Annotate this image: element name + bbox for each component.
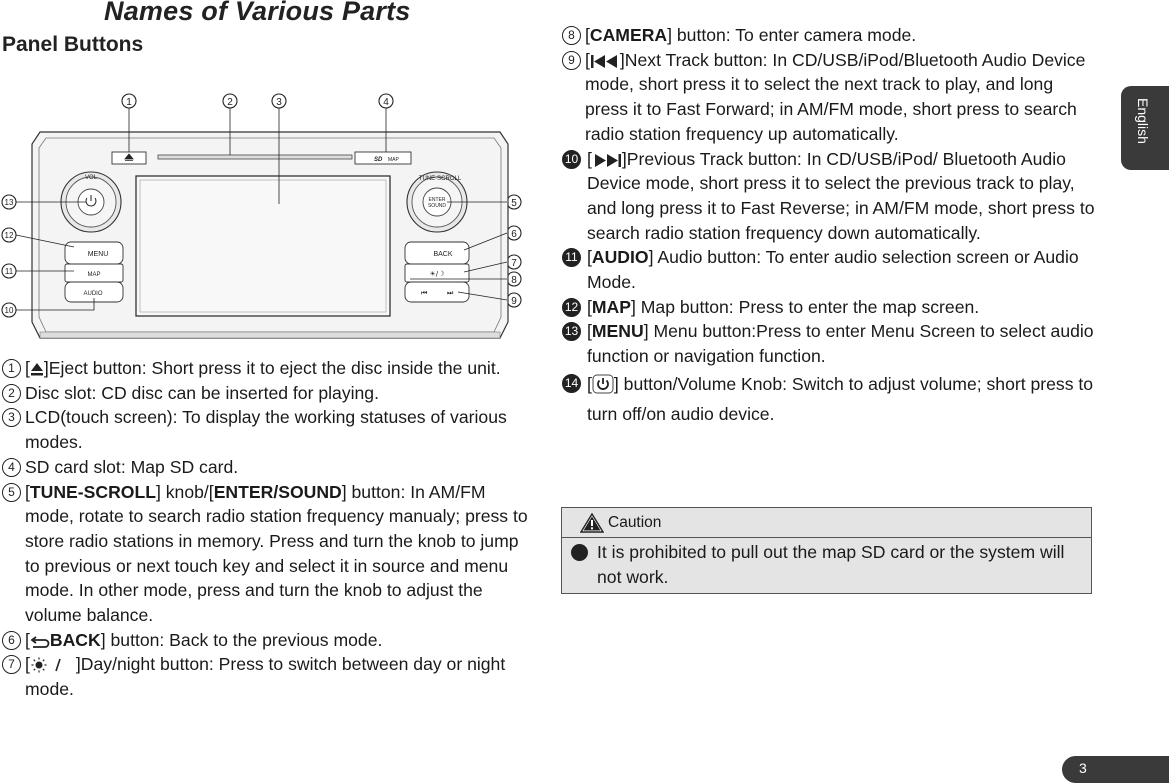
callout-10-label: 10 bbox=[4, 306, 14, 315]
svg-text:⏮: ⏮ bbox=[421, 289, 428, 297]
callout-13-label: 13 bbox=[4, 198, 14, 207]
item-number: 5 bbox=[2, 483, 21, 502]
list-item-1: 1 [ ]Eject button: Short press it to eject the disc inside the unit. bbox=[2, 356, 532, 381]
list-item-11: 11 [AUDIO] Audio button: To enter audio selection screen or Audio Mode. bbox=[562, 245, 1097, 294]
callout-6-label: 6 bbox=[511, 229, 517, 240]
list-item-7: 7 [ ]Day/night button: Press to switch between day or night mode. bbox=[2, 652, 532, 701]
list-item-5: 5 [TUNE-SCROLL] knob/[ENTER/SOUND] button: In AM/FM mode, rotate to search radio station frequency manualy; press to store radio stations in memory. Press and turn the knob to jump to previous or next touch key and select it in source and menu mode. In other mode, press and turn the knob to adjust the volume balance. bbox=[2, 480, 532, 628]
callout-5-label: 5 bbox=[511, 198, 517, 209]
item-number: 2 bbox=[2, 384, 21, 403]
item-number: 9 bbox=[562, 51, 581, 70]
language-tab[interactable] bbox=[1121, 86, 1169, 170]
callout-12-label: 12 bbox=[4, 231, 14, 240]
caution-box bbox=[561, 507, 1092, 594]
list-item-2: 2 Disc slot: CD disc can be inserted for playing. bbox=[2, 381, 532, 406]
item-number: 12 bbox=[562, 298, 581, 317]
callout-3-label: 3 bbox=[276, 97, 282, 108]
list-item-9: 9 [ ]Next Track button: In CD/USB/iPod/Bluetooth Audio Device mode, short press it to select the next track to play, and long press it to Fast Forward; in AM/FM mode, short press to search radio station frequency up automatically. bbox=[562, 48, 1097, 147]
item-number: 3 bbox=[2, 408, 21, 427]
caution-body bbox=[562, 538, 1091, 589]
item-number: 7 bbox=[2, 655, 21, 674]
svg-text:SD: SD bbox=[374, 157, 383, 163]
item-number: 13 bbox=[562, 322, 581, 341]
page-number: 3 bbox=[1079, 760, 1087, 776]
item-number: 1 bbox=[2, 359, 21, 378]
svg-text:ENTER: ENTER bbox=[428, 197, 446, 203]
item-number: 10 bbox=[562, 150, 581, 169]
list-item-13: 13 [MENU] Menu button:Press to enter Menu Screen to select audio function or navigation function. bbox=[562, 319, 1097, 368]
item-number: 11 bbox=[562, 248, 581, 267]
list-item-10: 10 [ ]Previous Track button: In CD/USB/iPod/ Bluetooth Audio Device mode, short press it to select the previous track to play, and long press it to Fast Reverse; in AM/FM mode, short press to search radio station frequency down automatically. bbox=[562, 147, 1097, 246]
caution-title: Caution bbox=[608, 514, 662, 531]
bullet-icon bbox=[571, 544, 588, 561]
lcd-screen-shape bbox=[136, 176, 390, 316]
item-number: 6 bbox=[2, 631, 21, 650]
callout-8-label: 8 bbox=[511, 275, 517, 286]
caution-header bbox=[562, 508, 1091, 538]
callout-4-label: 4 bbox=[383, 97, 389, 108]
callout-11-label: 11 bbox=[4, 267, 14, 276]
callout-1-label: 1 bbox=[126, 97, 132, 108]
power-icon bbox=[592, 374, 614, 394]
list-item-4: 4 SD card slot: Map SD card. bbox=[2, 455, 532, 480]
previous-track-icon bbox=[592, 153, 622, 168]
svg-text:SOUND: SOUND bbox=[427, 203, 447, 209]
item-number: 14 bbox=[562, 374, 581, 393]
eject-icon bbox=[30, 362, 44, 377]
day-night-icon bbox=[30, 657, 76, 673]
svg-text:BACK: BACK bbox=[433, 251, 453, 258]
svg-text:AUDIO: AUDIO bbox=[83, 291, 103, 297]
callout-2-label: 2 bbox=[227, 97, 233, 108]
svg-text:⏭: ⏭ bbox=[447, 289, 454, 297]
head-unit-diagram bbox=[0, 84, 540, 346]
item-number: 8 bbox=[562, 26, 581, 45]
callout-7-label: 7 bbox=[511, 258, 517, 269]
language-tab-label: English bbox=[1135, 98, 1151, 144]
page-title: Names of Various Parts bbox=[104, 0, 411, 26]
disc-slot-shape bbox=[158, 155, 352, 159]
back-arrow-icon bbox=[30, 635, 50, 649]
list-item-12: 12 [MAP] Map button: Press to enter the map screen. bbox=[562, 295, 1097, 320]
caution-text: It is prohibited to pull out the map SD card or the system will not work. bbox=[597, 542, 1065, 587]
section-title: Panel Buttons bbox=[2, 33, 144, 56]
svg-text:TUNE·SCROLL: TUNE·SCROLL bbox=[418, 176, 462, 182]
page-number-tab bbox=[1062, 756, 1169, 783]
svg-text:☀/☽: ☀/☽ bbox=[429, 270, 445, 278]
next-track-icon bbox=[590, 54, 620, 69]
warning-icon bbox=[580, 513, 604, 533]
list-item-8: 8 [CAMERA] button: To enter camera mode. bbox=[562, 23, 1097, 48]
svg-text:MAP: MAP bbox=[87, 272, 101, 278]
parts-list-right bbox=[562, 0, 1097, 429]
svg-text:VOL: VOL bbox=[84, 175, 98, 181]
callout-9-label: 9 bbox=[511, 296, 517, 307]
list-item-3: 3 LCD(touch screen): To display the working statuses of various modes. bbox=[2, 405, 532, 454]
item-number: 4 bbox=[2, 458, 21, 477]
svg-text:MAP: MAP bbox=[388, 157, 399, 163]
parts-list-left bbox=[2, 356, 532, 702]
list-item-14: 14 [ ] button/Volume Knob: Switch to adjust volume; short press to turn off/on audio device. bbox=[562, 369, 1097, 429]
sd-slot-shape bbox=[355, 152, 411, 164]
list-item-6: 6 [ BACK] button: Back to the previous mode. bbox=[2, 628, 532, 653]
svg-text:MENU: MENU bbox=[87, 251, 109, 258]
